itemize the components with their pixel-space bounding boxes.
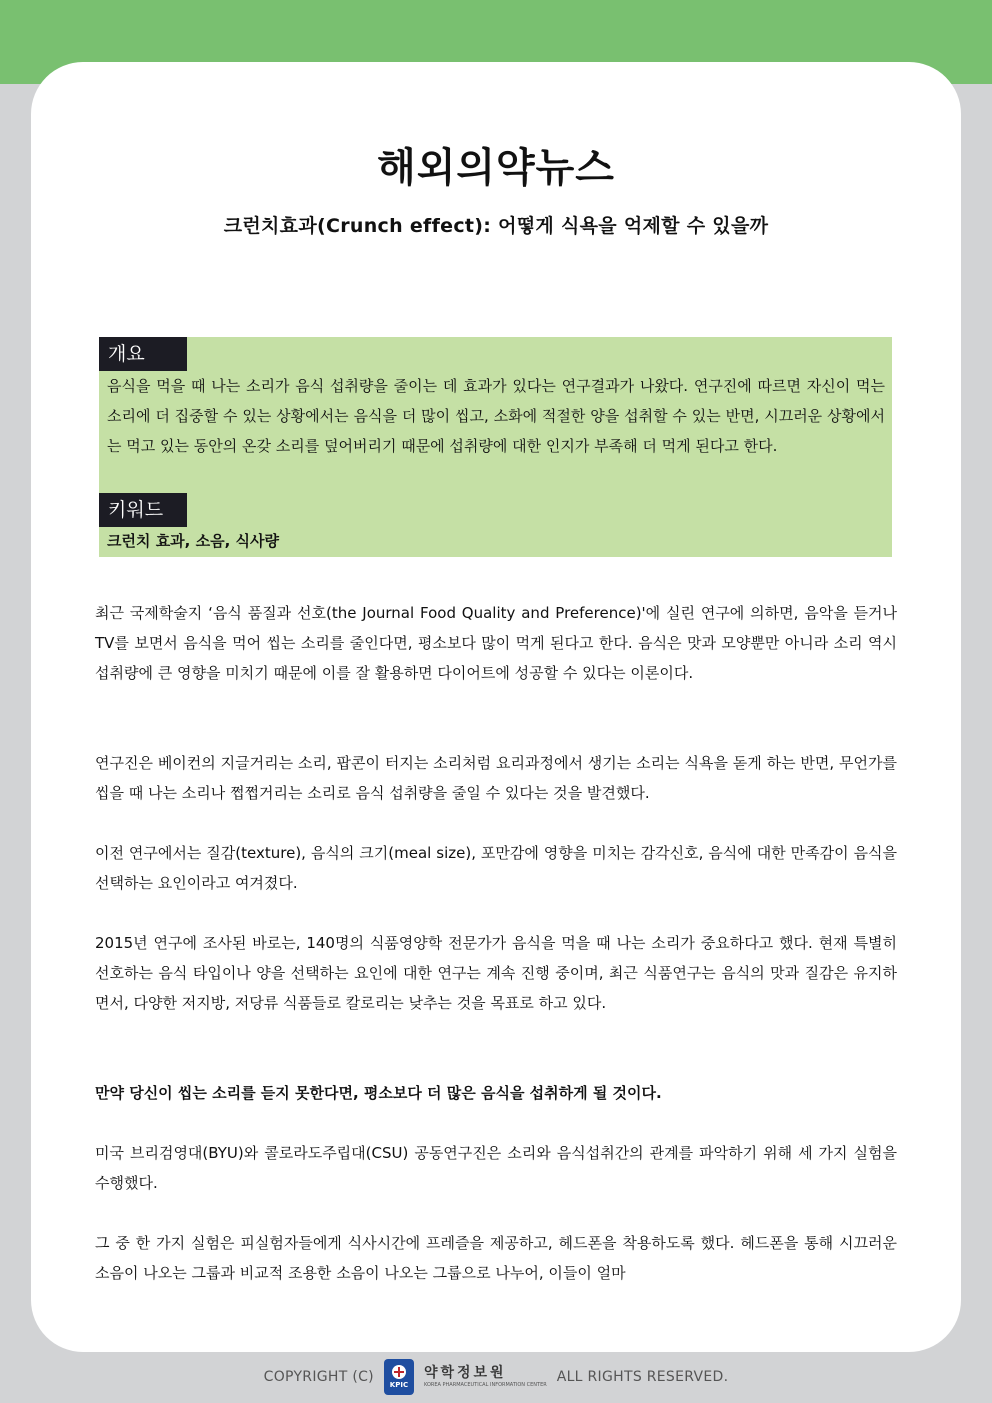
body-paragraph-4: 2015년 연구에 조사된 바로는, 140명의 식품영양학 전문가가 음식을 먹을 때 나는 소리가 중요하다고 했다. 현재 특별히 선호하는 음식 타입이나 양을 선택하는 요인에 대한 연구는 계속 진행 중이며, 최근 식품연구는 음식의 맛과 질감은 유지하면서, 다양한 저지방, 저당류 식품들로 칼로리는 낮추는 것을 목표로 하고 있다. — [95, 934, 897, 1012]
body-paragraph-2: 연구진은 베이컨의 지글거리는 소리, 팝콘이 터지는 소리처럼 요리과정에서 생기는 소리는 식욕을 돋게 하는 반면, 무언가를 씹을 때 나는 소리나 쩝쩝거리는 소리로 음식 섭취량을 줄일 수 있다는 것을 발견했다. — [95, 754, 897, 802]
body-paragraph-6: 미국 브리검영대(BYU)와 콜로라도주립대(CSU) 공동연구진은 소리와 음식섭취간의 관계를 파악하기 위해 세 가지 실험을 수행했다. — [95, 1144, 897, 1192]
org-block — [424, 1366, 547, 1388]
kpic-logo-text: KPIC — [389, 1381, 409, 1389]
footer-copyright: COPYRIGHT (C) — [263, 1369, 374, 1385]
body-paragraph-1: 최근 국제학술지 ‘음식 품질과 선호(the Journal Food Quality and Preference)'에 실린 연구에 의하면, 음악을 듣거나 TV를 보면서 음식을 먹어 씹는 소리를 줄인다면, 평소보다 많이 먹게 된다고 한다. 음식은 맛과 모양뿐만 아니라 소리 역시 섭취량에 큰 영향을 미치기 때문에 이를 잘 활용하면 다이어트에 성공할 수 있다는 이론이다. — [95, 604, 897, 682]
body-paragraph-3: 이전 연구에서는 질감(texture), 음식의 크기(meal size), 포만감에 영향을 미치는 감각신호, 음식에 대한 만족감이 음식을 선택하는 요인이라고 여겨졌다. — [95, 844, 897, 892]
body-paragraph-5: 만약 당신이 씹는 소리를 듣지 못한다면, 평소보다 더 많은 음식을 섭취하게 될 것이다. — [95, 1084, 662, 1102]
footer-rights: ALL RIGHTS RESERVED. — [556, 1369, 729, 1385]
kpic-logo-icon — [384, 1359, 414, 1395]
keywords-text: 크런치 효과, 소음, 식사량 — [107, 532, 279, 550]
page-title: 해외의약뉴스 — [377, 145, 615, 191]
summary-text: 음식을 먹을 때 나는 소리가 음식 섭취량을 줄이는 데 효과가 있다는 연구결과가 나왔다. 연구진에 따르면 자신이 먹는 소리에 더 집중할 수 있는 상황에서는 음식을 더 많이 씹고, 소화에 적절한 양을 섭취할 수 있는 반면, 시끄러운 상황에서는 먹고 있는 동안의 온갖 소리를 덮어버리기 때문에 섭취량에 대한 인지가 부족해 더 먹게 된다고 한다. — [107, 377, 885, 455]
summary-tag: 개요 — [99, 337, 187, 371]
org-name: 약학정보원 — [423, 1365, 507, 1381]
medical-cross-icon — [392, 1365, 406, 1379]
org-subtitle: KOREA PHARMACEUTICAL INFORMATION CENTER — [423, 1382, 547, 1388]
keywords-tag: 키워드 — [99, 493, 187, 527]
footer — [0, 1357, 992, 1397]
body-paragraph-7: 그 중 한 가지 실험은 피실험자들에게 식사시간에 프레즐을 제공하고, 헤드폰을 착용하도록 했다. 헤드폰을 통해 시끄러운 소음이 나오는 그룹과 비교적 조용한 소음이 나오는 그룹으로 나누어, 이들이 얼마 — [95, 1234, 897, 1282]
article-subtitle: 크런치효과(Crunch effect): 어떻게 식욕을 억제할 수 있을까 — [223, 215, 769, 237]
summary-box — [99, 337, 892, 557]
